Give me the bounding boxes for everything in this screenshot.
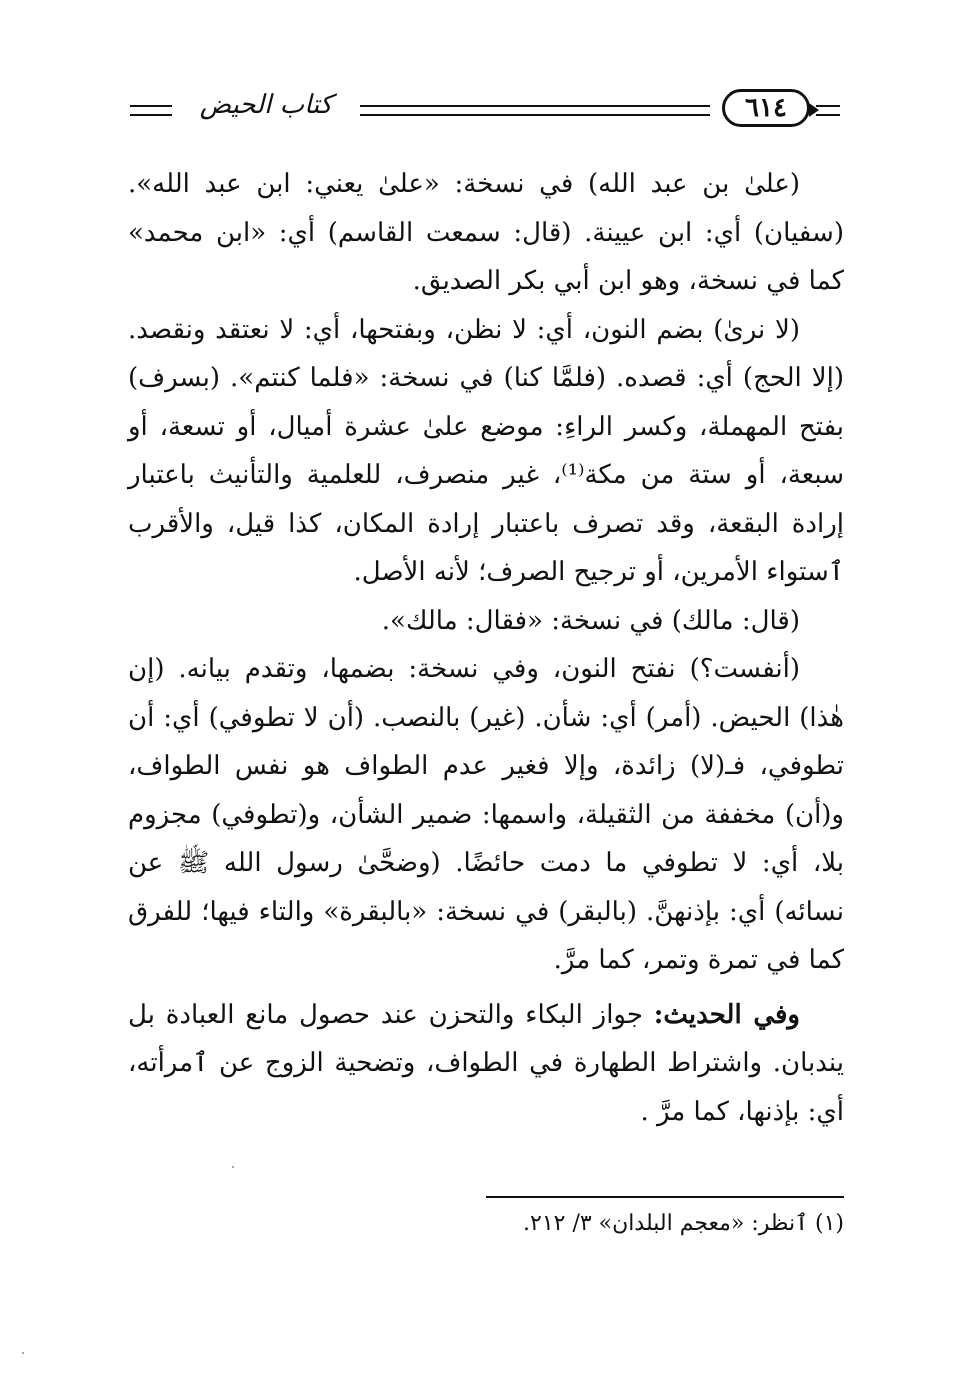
main-text: [128, 160, 844, 1136]
running-header: [130, 88, 840, 132]
paragraph-5: [128, 991, 844, 1137]
footnote-separator: [486, 1196, 844, 1198]
paragraph-4: (أنفست؟) نفتح النون، وفي نسخة: بضمها، وتقدم بيانه. (إن هٰذا) الحيض. (أمر) أي: شأن. (غير) بالنصب. (أن لا تطوفي) أي: أن تطوفي، فـ(لا) زائدة، وإلا فغير عدم الطواف هو نفس الطواف، و(أن) مخففة من الثقيلة، واسمها: ضمير الشأن، و(تطوفي) مجزوم بلا، أي: لا تطوفي ما دمت حائضًا. (وضحَّىٰ رسول الله ﷺ عن نسائه) أي: بإذنهنَّ. (بالبقر) في نسخة: «بالبقرة» والتاء فيها؛ للفرق كما في تمرة وتمر، كما مرَّ.: [128, 654, 844, 975]
running-title: كتاب الحيض: [199, 90, 333, 120]
paragraph-2: (لا نرىٰ) بضم النون، أي: لا نظن، وبفتحها، أي: لا نعتقد ونقصد. (إلا الحج) أي: قصده. (فلمَّا كنا) في نسخة: «فلما كنتم». (بسرف) بفتح المهملة، وكسر الراءِ: موضع علىٰ عشرة أميال، أو تسعة، أو سبعة، أو ستة من مكة⁽¹⁾، غير منصرف، للعلمية والتأنيث باعتبار إرادة البقعة، وقد تصرف باعتبار إرادة المكان، كذا قيل، والأقرب ٱستواء الأمرين، أو ترجيح الصرف؛ لأنه الأصل.: [128, 314, 844, 587]
page-number: ٦١٤: [722, 89, 810, 127]
paragraph-1: (علىٰ بن عبد الله) في نسخة: «علىٰ يعني: ابن عبد الله». (سفيان) أي: ابن عيينة. (قال: سمعت القاسم) أي: «ابن محمد» كما في نسخة، وهو ابن أبي بكر الصديق.: [128, 169, 844, 296]
paragraph-5-lead: وفي الحديث:: [653, 999, 800, 1030]
scan-speck: [22, 1352, 24, 1354]
paragraph-3: (قال: مالك) في نسخة: «فقال: مالك».: [381, 605, 800, 636]
header-rule-right: [816, 105, 840, 116]
footnote: (١) ٱنظر: «معجم البلدان» ٣/ ٢١٢.: [523, 1211, 844, 1236]
scan-speck: [232, 1166, 234, 1168]
paragraph-5-text: جواز البكاء والتحزن عند حصول مانع العبادة بل يندبان. واشتراط الطهارة في الطواف، وتضحية الزوج عن ٱمرأته، أي: بإذنها، كما مرَّ .: [128, 999, 844, 1127]
header-rule-left: [130, 105, 172, 116]
header-rule-middle: [360, 105, 710, 116]
